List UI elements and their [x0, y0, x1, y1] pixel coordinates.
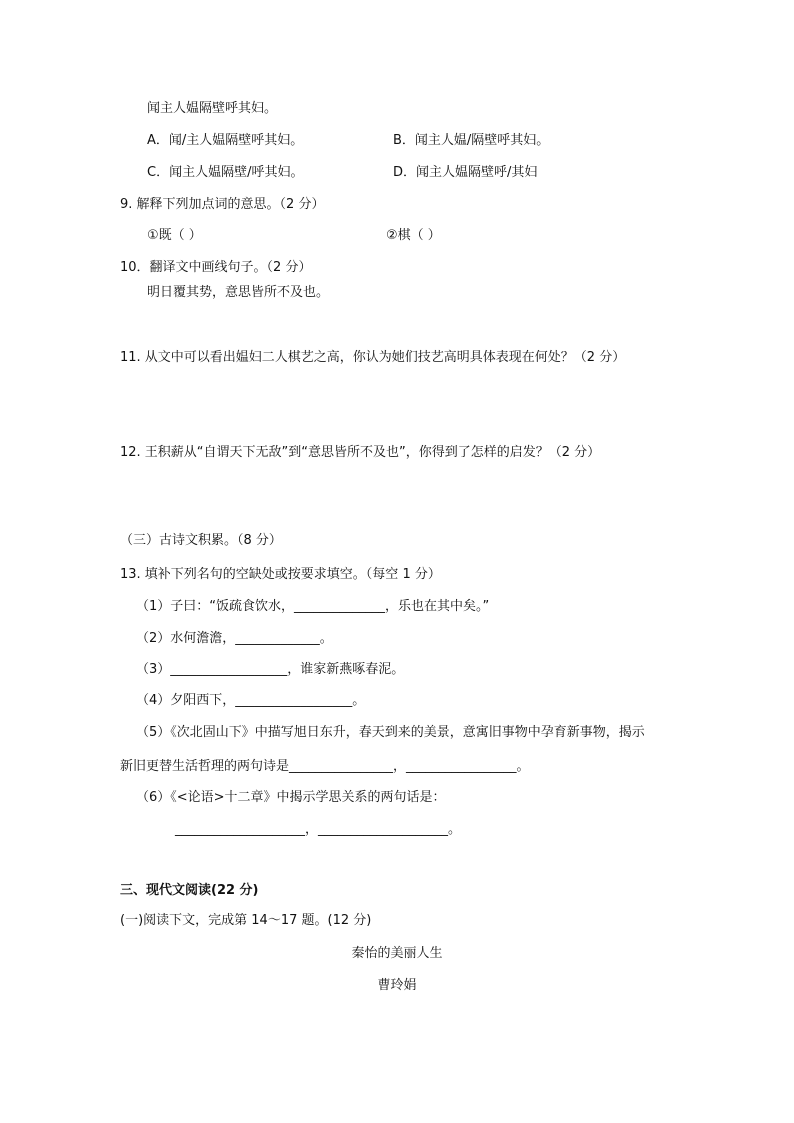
q12-prompt: 12. 王积薪从“自谓天下无敌”到“意思皆所不及也”，你得到了怎样的启发？（2 分） [120, 445, 601, 460]
q13-item-2: （2）水何澹澹，_____________。 [136, 631, 333, 646]
q8-option-c: C．闻主人媪隔壁/呼其妇。 [147, 165, 304, 180]
q9-item-1: ①既（ ） [147, 228, 202, 243]
q13-item-5-line-1: （5）《次北固山下》中描写旭日东升，春天到来的美景，意寓旧事物中孕育新事物，揭示 [136, 725, 645, 740]
q13-prompt: 13. 填补下列名句的空缺处或按要求填空。（每空 1 分） [120, 567, 441, 582]
part-3-heading: 三、现代文阅读(22 分) [120, 883, 259, 898]
q10-sentence: 明日覆其势，意思皆所不及也。 [147, 285, 330, 300]
q13-item-6-line-2: ____________________，____________________。 [175, 822, 461, 837]
q13-item-5-line-2: 新旧更替生活哲理的两句诗是________________，_________________。 [120, 759, 530, 774]
article-author: 曹玲娟 [377, 978, 417, 993]
q8-option-d: D．闻主人媪隔壁呼/其妇 [393, 165, 538, 180]
q8-option-a: A．闻/主人媪隔壁呼其妇。 [147, 133, 304, 148]
section-3-heading: （三）古诗文积累。（8 分） [120, 533, 282, 548]
q9-prompt: 9. 解释下列加点词的意思。（2 分） [120, 197, 325, 212]
article-title: 秦怡的美丽人生 [351, 946, 443, 961]
q10-prompt: 10．翻译文中画线句子。（2 分） [120, 260, 312, 275]
q8-option-b: B．闻主人媪/隔壁呼其妇。 [393, 133, 550, 148]
part-3-intro: (一)阅读下文，完成第 14～17 题。(12 分) [120, 913, 372, 928]
q11-prompt: 11. 从文中可以看出媪妇二人棋艺之高，你认为她们技艺高明具体表现在何处？（2 分） [120, 350, 626, 365]
q8-sentence: 闻主人媪隔壁呼其妇。 [147, 101, 278, 116]
q13-item-1: （1）子曰：“饭疏食饮水，______________，乐也在其中矣。” [136, 599, 490, 614]
q13-item-3: （3）__________________，谁家新燕啄春泥。 [136, 662, 405, 677]
q13-item-4: （4）夕阳西下，__________________。 [136, 693, 366, 708]
q13-item-6-line-1: （6）《<论语>十二章》中揭示学思关系的两句话是： [136, 790, 446, 805]
q9-item-2: ②棋（ ） [386, 228, 441, 243]
